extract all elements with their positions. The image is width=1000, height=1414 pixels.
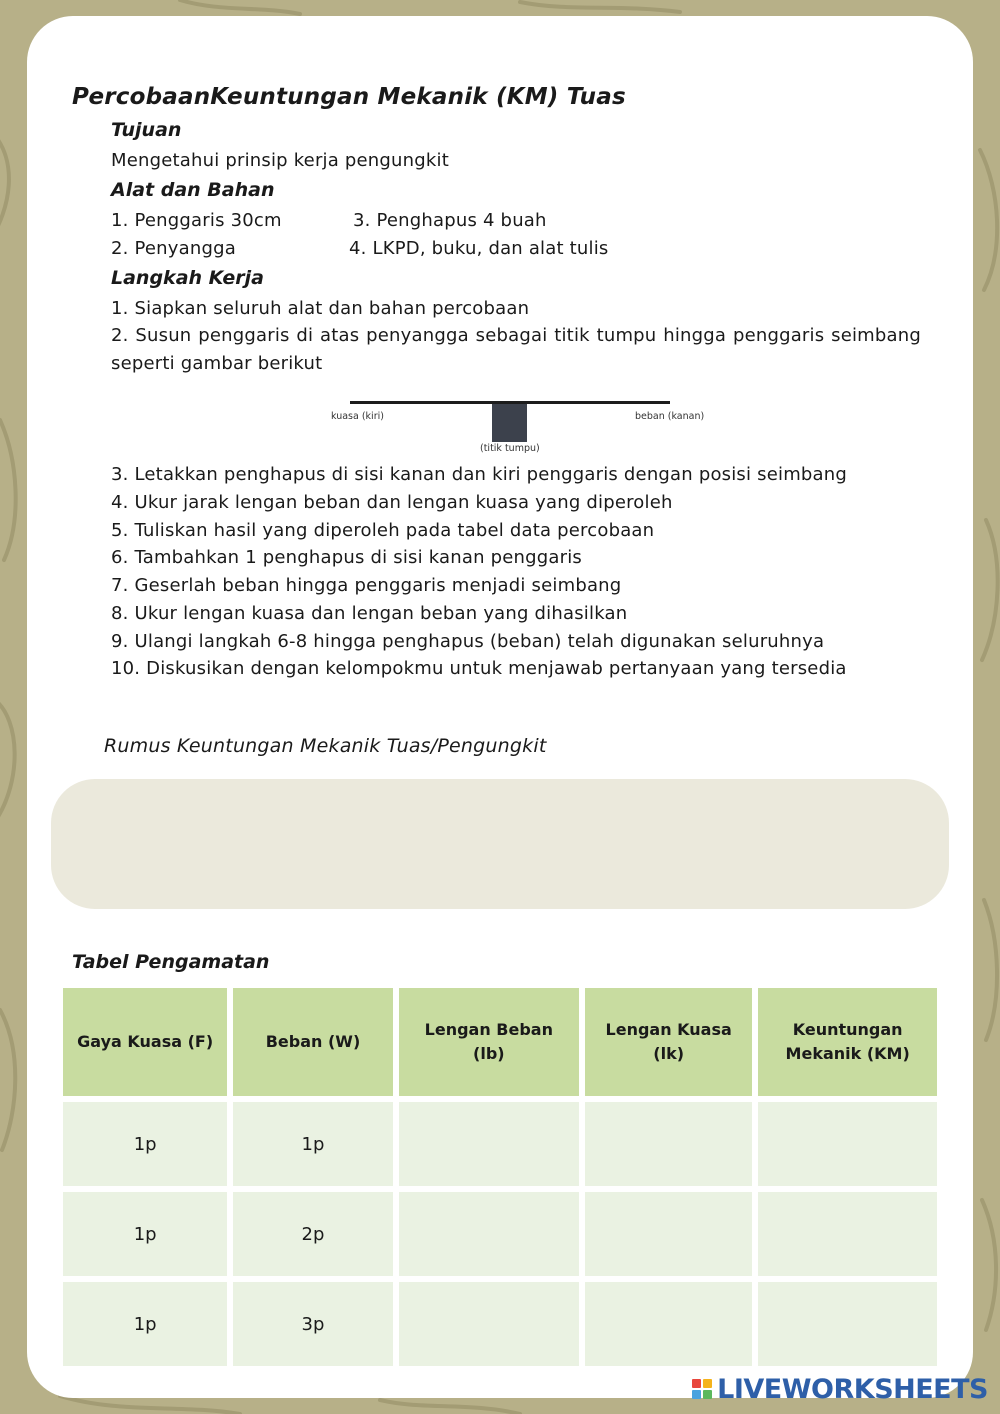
alat-item: 3. Penghapus 4 buah [353, 210, 547, 231]
step-item: 2. Susun penggaris di atas penyangga sebagai titik tumpu hingga penggaris seimbang seperti gambar berikut [111, 325, 921, 374]
table-header-row [63, 988, 937, 1096]
step-item: 9. Ulangi langkah 6-8 hingga penghapus (beban) telah digunakan seluruhnya [111, 631, 825, 652]
header-keuntungan-mekanik: Keuntungan Mekanik (KM) [758, 988, 937, 1096]
step-item: 4. Ukur jarak lengan beban dan lengan kuasa yang diperoleh [111, 492, 673, 513]
step-item: 8. Ukur lengan kuasa dan lengan beban yang dihasilkan [111, 603, 628, 624]
tujuan-heading: Tujuan [111, 119, 182, 141]
page-title: PercobaanKeuntungan Mekanik (KM) Tuas [72, 84, 626, 110]
cell-beban: 1p [233, 1102, 392, 1186]
cell-gaya-kuasa: 1p [63, 1102, 227, 1186]
fulcrum-block [492, 404, 527, 442]
observation-table [57, 982, 943, 1372]
header-lengan-beban: Lengan Beban (lb) [399, 988, 579, 1096]
kuasa-label: kuasa (kiri) [331, 411, 384, 422]
table-row [63, 1102, 937, 1186]
liveworksheets-brand [692, 1374, 988, 1404]
alat-item: 2. Penyangga [111, 238, 236, 259]
header-lengan-kuasa: Lengan Kuasa (lk) [585, 988, 752, 1096]
formula-label: Rumus Keuntungan Mekanik Tuas/Pengungkit [104, 735, 547, 757]
fulcrum-label: (titik tumpu) [480, 443, 540, 454]
alat-item: 4. LKPD, buku, dan alat tulis [349, 238, 609, 259]
step-item: 10. Diskusikan dengan kelompokmu untuk menjawab pertanyaan yang tersedia [111, 658, 847, 679]
cell-lengan-kuasa-input[interactable] [585, 1282, 752, 1366]
cell-km-input[interactable] [758, 1102, 937, 1186]
brand-name: LIVEWORKSHEETS [717, 1373, 988, 1405]
cell-lengan-beban-input[interactable] [399, 1102, 579, 1186]
table-row [63, 1192, 937, 1276]
cell-beban: 3p [233, 1282, 392, 1366]
cell-lengan-kuasa-input[interactable] [585, 1102, 752, 1186]
formula-answer-box[interactable] [51, 779, 949, 909]
cell-km-input[interactable] [758, 1282, 937, 1366]
liveworksheets-logo-icon [692, 1379, 712, 1399]
step-item: 5. Tuliskan hasil yang diperoleh pada tabel data percobaan [111, 520, 655, 541]
langkah-heading: Langkah Kerja [111, 267, 264, 289]
cell-lengan-beban-input[interactable] [399, 1192, 579, 1276]
table-row [63, 1282, 937, 1366]
beban-label: beban (kanan) [635, 411, 705, 422]
step-item: 7. Geserlah beban hingga penggaris menjadi seimbang [111, 575, 622, 596]
table-title: Tabel Pengamatan [72, 951, 270, 973]
cell-beban: 2p [233, 1192, 392, 1276]
cell-gaya-kuasa: 1p [63, 1192, 227, 1276]
cell-lengan-beban-input[interactable] [399, 1282, 579, 1366]
cell-lengan-kuasa-input[interactable] [585, 1192, 752, 1276]
header-beban: Beban (W) [233, 988, 392, 1096]
step-item: 6. Tambahkan 1 penghapus di sisi kanan penggaris [111, 547, 582, 568]
alat-heading: Alat dan Bahan [111, 179, 275, 201]
step-item: 1. Siapkan seluruh alat dan bahan percobaan [111, 298, 530, 319]
header-gaya-kuasa: Gaya Kuasa (F) [63, 988, 227, 1096]
tujuan-text: Mengetahui prinsip kerja pengungkit [111, 150, 449, 171]
cell-km-input[interactable] [758, 1192, 937, 1276]
alat-item: 1. Penggaris 30cm [111, 210, 282, 231]
cell-gaya-kuasa: 1p [63, 1282, 227, 1366]
step-item: 3. Letakkan penghapus di sisi kanan dan kiri penggaris dengan posisi seimbang [111, 464, 848, 485]
